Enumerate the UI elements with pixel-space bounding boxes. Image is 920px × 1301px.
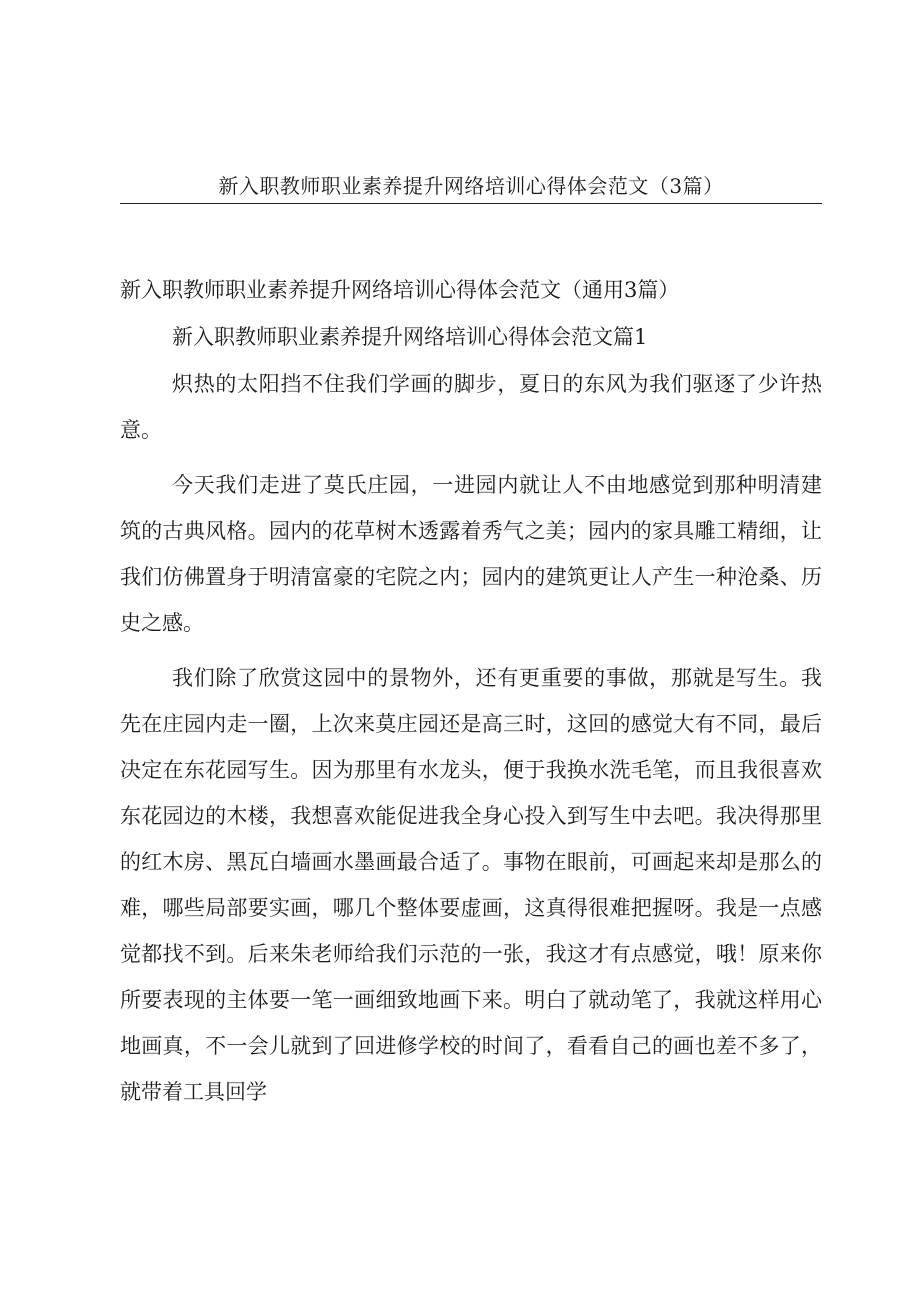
document-body [120, 268, 822, 1115]
section-heading: 新入职教师职业素养提升网络培训心得体会范文篇1 [172, 325, 648, 349]
document-title: 新入职教师职业素养提升网络培训心得体会范文（通用3篇） [120, 278, 680, 302]
paragraph-3: 我们除了欣赏这园中的景物外，还有更重要的事做，那就是写生。我先在庄园内走一圈，上次来莫庄园还是高三时，这回的感觉大有不同，最后决定在东花园写生。因为那里有水龙头，便于我换水洗毛笔，而且我很喜欢东花园边的木楼，我想喜欢能促进我全身心投入到写生中去吧。我决得那里的红木房、黑瓦白墙画水墨画最合适了。事物在眼前，可画起来却是那么的难，哪些局部要实画，哪几个整体要虚画，这真得很难把握呀。我是一点感觉都找不到。后来朱老师给我们示范的一张，我这才有点感觉，哦！原来你所要表现的主体要一笔一画细致地画下来。明白了就动笔了，我就这样用心地画真，不一会儿就到了回进修学校的时间了，看看自己的画也差不多了，就带着工具回学 [120, 666, 822, 1104]
paragraph-1: 炽热的太阳挡不住我们学画的脚步，夏日的东风为我们驱逐了少许热意。 [120, 372, 822, 442]
paragraph-2: 今天我们走进了莫氏庄园，一进园内就让人不由地感觉到那种明清建筑的古典风格。园内的花草树木透露着秀气之美；园内的家具雕工精细，让我们仿佛置身于明清富豪的宅院之内；园内的建筑更让人产生一种沧桑、历史之感。 [120, 473, 822, 635]
page-header [120, 168, 822, 204]
header-title: 新入职教师职业素养提升网络培训心得体会范文（3篇） [218, 174, 724, 198]
